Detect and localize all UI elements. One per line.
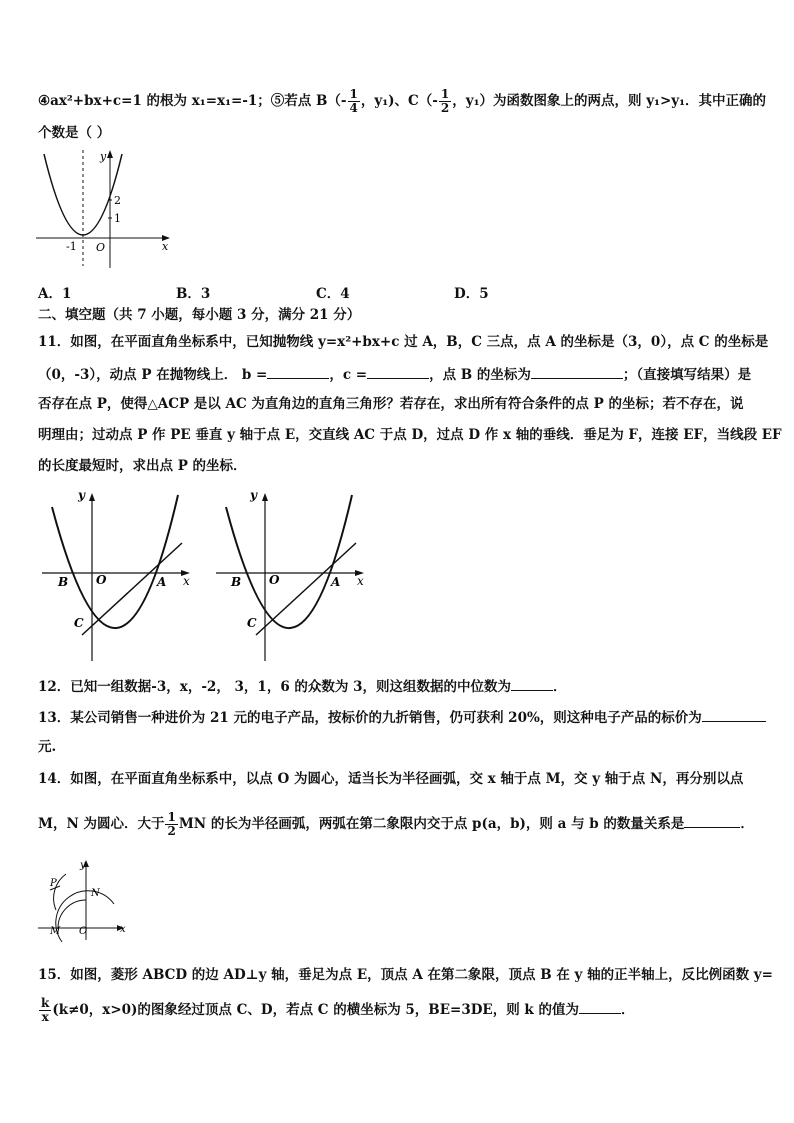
q11-line2: （0，-3），动点 P 在抛物线上． b = ，c = ，点 B 的坐标为 ；（直接填写结果）是 bbox=[38, 364, 758, 384]
section-heading: 二、填空题（共 7 小题，每小题 3 分，满分 21 分） bbox=[38, 307, 361, 323]
q11-fig1-a: A bbox=[157, 575, 167, 589]
q14-line2: M，N 为圆心．大于 $\frac{1}{2}$ MN 的长为半径画弧，两弧在第二象限内交于点 p(a，b)，则 a 与 b 的数量关系是 ． bbox=[38, 810, 754, 838]
q11-fig1-x: x bbox=[183, 574, 190, 588]
q12-blank[interactable] bbox=[511, 676, 553, 691]
q10-option-b[interactable]: B．3 bbox=[176, 286, 211, 302]
q10-text-c: ，y₁）为函数图象上的两点，则 y₁>y₁．其中正确的 bbox=[452, 93, 767, 109]
q14-fig-p: P bbox=[50, 878, 57, 889]
q11-line5: 的长度最短时，求出点 P 的坐标． bbox=[38, 458, 247, 474]
q10-line1 bbox=[38, 87, 767, 115]
q15-line2: $\frac{k}{x}$ (k≠0，x>0)的图象经过顶点 C、D，若点 C 的横坐标为 5，BE=3DE，则 k 的值为 ． bbox=[41, 996, 635, 1024]
q11-blank-c[interactable] bbox=[367, 364, 429, 379]
q10-tick-minus1: -1 bbox=[66, 240, 77, 253]
q14-fraction: $\frac{1}{2}$ bbox=[167, 810, 176, 838]
q11-fig2-o: O bbox=[269, 573, 280, 587]
q10-text-b: ，y₁)、C（- bbox=[360, 93, 438, 109]
q11-figure-left bbox=[38, 485, 198, 665]
q10-fraction-2: $\frac{1}{2}$ bbox=[440, 87, 450, 115]
q14-fig-y: y bbox=[80, 860, 86, 871]
q14-fig-x: x bbox=[120, 924, 126, 935]
q15-line1: 15．如图，菱形 ABCD 的边 AD⊥y 轴，垂足为点 E，顶点 A 在第二象限，顶点 B 在 y 轴的正半轴上，反比例函数 y= bbox=[38, 967, 773, 983]
q11-figure-right bbox=[212, 485, 372, 665]
q11-fig2-b: B bbox=[231, 575, 242, 589]
q10-option-a[interactable]: A．1 bbox=[38, 286, 72, 302]
q11-blank-b[interactable] bbox=[267, 364, 329, 379]
q14-fig-m: M bbox=[50, 926, 61, 937]
q12-line: 12．已知一组数据-3，x，-2， 3，1，6 的众数为 3，则这组数据的中位数为 ． bbox=[38, 676, 758, 696]
q15-blank[interactable] bbox=[579, 999, 621, 1014]
q13-line1: 13．某公司销售一种进价为 21 元的电子产品，按标价的九折销售，仍可获利 20%，则这种电子产品的标价为 bbox=[38, 707, 758, 727]
q10-text-a: ④ax²+bx+c=1 的根为 x₁=x₁=-1；⑤若点 B（- bbox=[38, 93, 347, 109]
q11-fig1-o: O bbox=[96, 573, 107, 587]
q11-fig1-y: y bbox=[78, 488, 85, 502]
q10-y-label: y bbox=[100, 150, 107, 163]
q11-fig1-c: C bbox=[74, 616, 84, 630]
q14-line1: 14．如图，在平面直角坐标系中，以点 O 为圆心，适当长为半径画弧，交 x 轴于点 M，交 y 轴于点 N，再分别以点 bbox=[38, 771, 744, 787]
q11-line4: 明理由；过动点 P 作 PE 垂直 y 轴于点 E，交直线 AC 于点 D，过点 D 作 x 轴的垂线．垂足为 F，连接 EF，当线段 EF bbox=[38, 427, 782, 443]
q10-option-d[interactable]: D．5 bbox=[454, 286, 489, 302]
q10-origin-label: O bbox=[96, 241, 106, 254]
q10-line2: 个数是（ ） bbox=[38, 125, 111, 141]
q11-line1: 11．如图，在平面直角坐标系中，已知抛物线 y=x²+bx+c 过 A，B，C 三点，点 A 的坐标是（3，0），点 C 的坐标是 bbox=[38, 334, 769, 350]
q13-blank[interactable] bbox=[702, 707, 766, 722]
q11-fig2-y: y bbox=[250, 488, 257, 502]
q10-tick-1: 1 bbox=[114, 212, 121, 225]
q10-tick-2: 2 bbox=[114, 194, 121, 207]
q14-arc-figure bbox=[36, 858, 136, 942]
q10-parabola-graph bbox=[36, 148, 176, 270]
q14-blank[interactable] bbox=[684, 813, 740, 828]
q11-fig2-c: C bbox=[247, 616, 257, 630]
q10-option-c[interactable]: C．4 bbox=[316, 286, 350, 302]
q11-blank-point-b[interactable] bbox=[531, 364, 623, 379]
q11-line3: 否存在点 P，使得△ACP 是以 AC 为直角边的直角三角形？若存在，求出所有符合条件的点 P 的坐标；若不存在，说 bbox=[38, 396, 744, 412]
q11-fig1-b: B bbox=[58, 575, 69, 589]
q10-x-label: x bbox=[162, 240, 169, 253]
q10-fraction-1: $\frac{1}{4}$ bbox=[349, 87, 358, 115]
q14-fig-n: N bbox=[91, 888, 100, 899]
q15-fraction: $\frac{k}{x}$ bbox=[41, 996, 50, 1024]
q11-fig2-x: x bbox=[357, 574, 364, 588]
q11-fig2-a: A bbox=[331, 575, 341, 589]
q13-line2: 元. bbox=[38, 739, 57, 755]
q14-fig-o: O bbox=[79, 926, 88, 937]
